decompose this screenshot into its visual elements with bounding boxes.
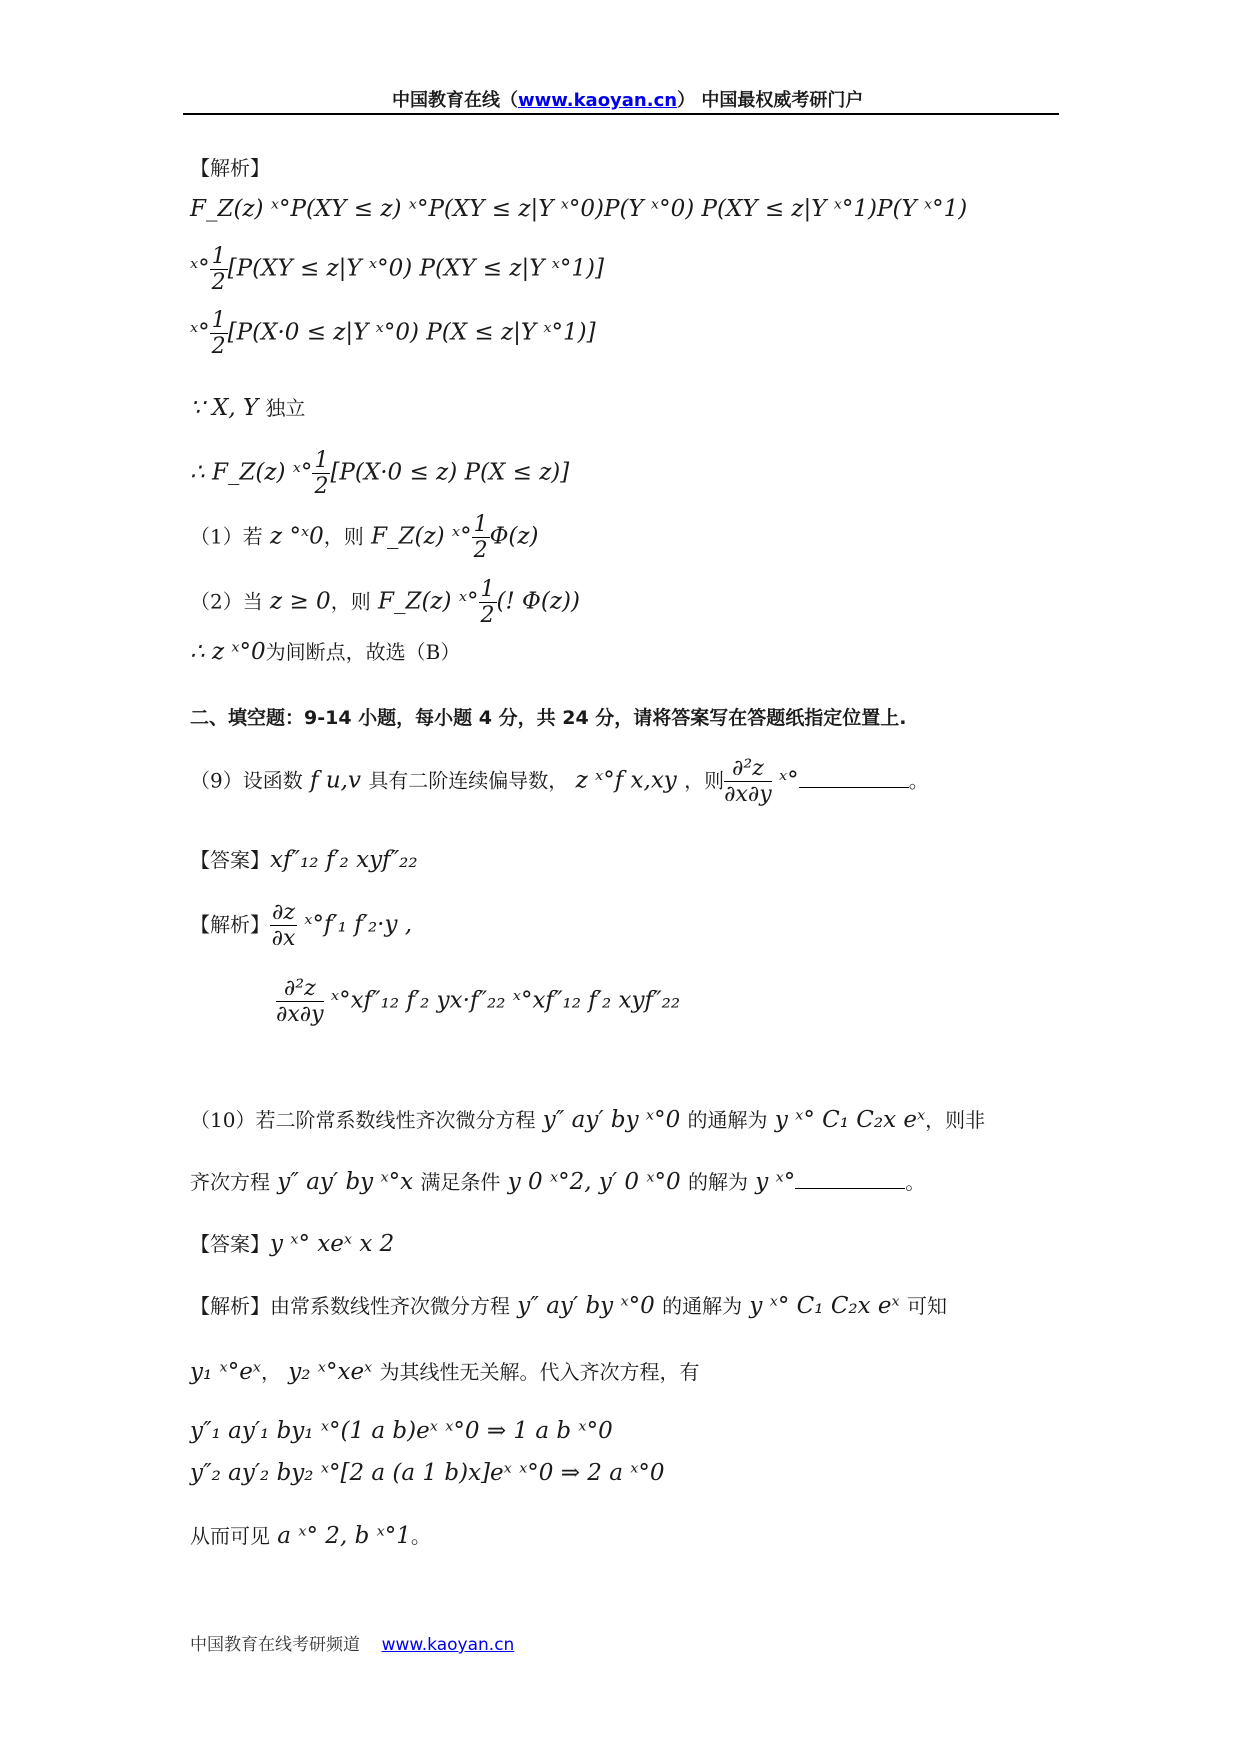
- formula-line-1: F_Z(z) ˣ°P(XY ≤ z) ˣ°P(XY ≤ z|Y ˣ°0)P(Y ˣ°0) P(XY ≤ z|Y ˣ°1)P(Y ˣ°1): [190, 196, 968, 222]
- formula-line-8: ∴ z ˣ°0为间断点，故选（B）: [190, 639, 461, 665]
- footer-link[interactable]: www.kaoyan.cn: [381, 1635, 515, 1655]
- q10-line-1: （10）若二阶常系数线性齐次微分方程 y″ ay′ by ˣ°0 的通解为 y ˣ° C₁ C₂x eˣ，则非: [190, 1107, 986, 1133]
- fraction: $\frac{\partial z}{\partial x}$: [271, 900, 296, 951]
- q9-jiexi-2: $\frac{\text{∂²z}}{\partial x\partial y}$ ˣ°xf″₁₂ f′₂ yx·f″₂₂ ˣ°xf″₁₂ f′₂ xyf″₂₂: [276, 976, 681, 1027]
- page-header: [392, 86, 863, 112]
- q9-jiexi-1: 【解析】 $\frac{\partial z}{\partial x}$ ˣ°f′₁ f′₂·y ,: [190, 900, 413, 951]
- formula-line-4: ∵ X, Y 独立: [190, 395, 306, 421]
- q10-jiexi-3: y″₁ ay′₁ by₁ ˣ°(1 a b)eˣ ˣ°0 ⇒ 1 a b ˣ°0: [190, 1418, 613, 1444]
- q9-answer: 【答案】xf″₁₂ f′₂ xyf″₂₂: [190, 847, 418, 873]
- page-footer: [190, 1630, 514, 1655]
- fraction: $\frac{\text{∂²z}}{\partial x\partial y}$: [276, 976, 324, 1027]
- fraction: $\frac{\text{∂²z}}{\partial x\partial y}$: [724, 756, 772, 807]
- fraction: $\frac{1}{2}$: [480, 577, 495, 628]
- header-rule: [183, 113, 1059, 115]
- formula-line-5: ∴ F_Z(z) ˣ° $\frac{1}{2}$ [P(X·0 ≤ z) P(X ≤ z)]: [190, 448, 570, 499]
- fraction: $\frac{1}{2}$: [314, 448, 329, 499]
- header-link[interactable]: www.kaoyan.cn: [518, 90, 678, 111]
- formula-line-7: （2）当 z ≥ 0，则 F_Z(z) ˣ° $\frac{1}{2}$ (! Φ(z)): [190, 577, 580, 628]
- section-heading: 二、填空题：9-14 小题，每小题 4 分，共 24 分，请将答案写在答题纸指定位置上.: [190, 707, 907, 729]
- answer-blank: [795, 1187, 905, 1189]
- header-title-left: 中国教育在线（: [392, 90, 518, 111]
- q10-line-2: 齐次方程 y″ ay′ by ˣ°x 满足条件 y 0 ˣ°2, y′ 0 ˣ°0 的解为 y ˣ° 。: [190, 1169, 926, 1195]
- jiexi-label: 【解析】: [190, 156, 270, 180]
- fraction: $\frac{1}{2}$: [211, 244, 226, 295]
- formula-line-3: ˣ° $\frac{1}{2}$ [P(X·0 ≤ z|Y ˣ°0) P(X ≤ z|Y ˣ°1)]: [190, 308, 596, 359]
- formula-line-6: （1）若 z °ˣ0，则 F_Z(z) ˣ° $\frac{1}{2}$ Φ(z): [190, 512, 539, 563]
- header-title-right: ） 中国最权威考研门户: [677, 90, 864, 111]
- fraction: $\frac{1}{2}$: [473, 512, 488, 563]
- q10-jiexi-2: y₁ ˣ°eˣ， y₂ ˣ°xeˣ 为其线性无关解。代入齐次方程，有: [190, 1359, 700, 1385]
- fraction: $\frac{1}{2}$: [211, 308, 226, 359]
- q10-jiexi-1: 【解析】由常系数线性齐次微分方程 y″ ay′ by ˣ°0 的通解为 y ˣ° C₁ C₂x eˣ 可知: [190, 1293, 948, 1319]
- q10-jiexi-4: y″₂ ay′₂ by₂ ˣ°[2 a (a 1 b)x]eˣ ˣ°0 ⇒ 2 a ˣ°0: [190, 1460, 665, 1486]
- q10-jiexi-5: 从而可见 a ˣ° 2, b ˣ°1。: [190, 1523, 431, 1549]
- answer-blank: [799, 786, 909, 788]
- q10-answer: 【答案】y ˣ° xeˣ x 2: [190, 1231, 395, 1257]
- q9-question: （9）设函数 f u,v 具有二阶连续偏导数， z ˣ°f x,xy ，则 $\frac{\text{∂²z}}{\partial x\partial y}$ ˣ° 。: [190, 756, 929, 807]
- footer-text: 中国教育在线考研频道: [190, 1635, 360, 1655]
- formula-line-2: ˣ° $\frac{1}{2}$ [P(XY ≤ z|Y ˣ°0) P(XY ≤ z|Y ˣ°1)]: [190, 244, 604, 295]
